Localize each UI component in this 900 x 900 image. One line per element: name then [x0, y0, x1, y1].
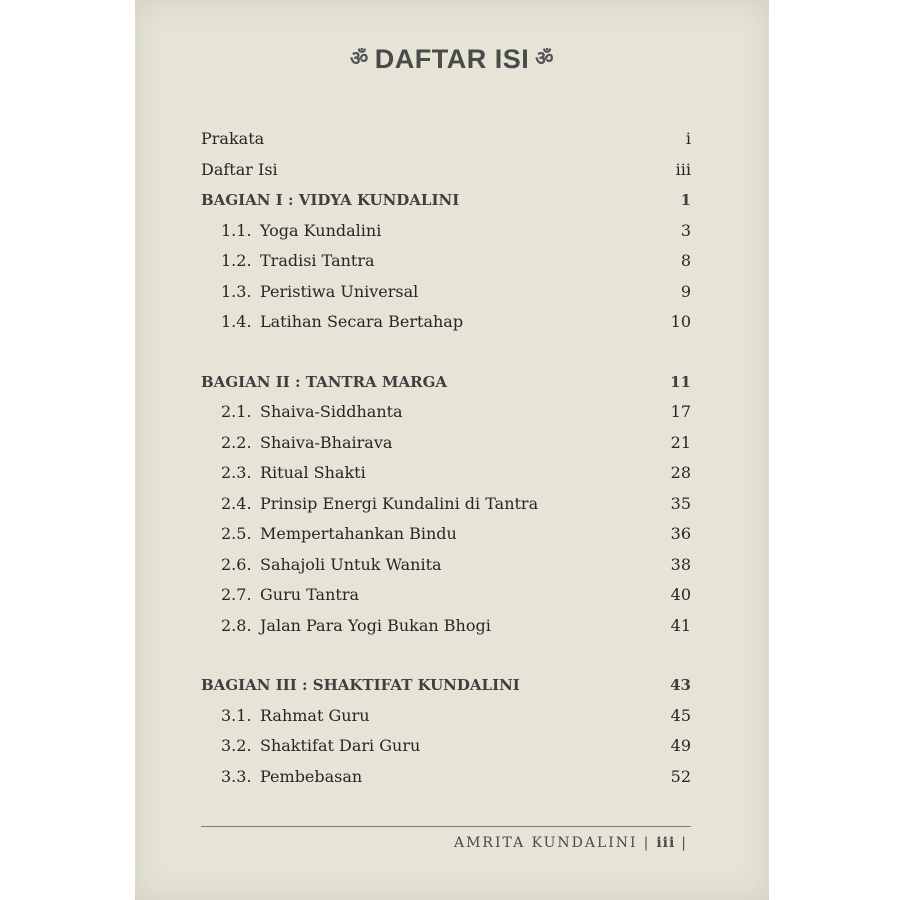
toc-entry[interactable]	[201, 428, 691, 459]
toc-entry-page: 38	[670, 554, 691, 574]
toc-entry-label: Prinsip Energi Kundalini di Tantra	[260, 493, 539, 513]
toc-entry-label: Ritual Shakti	[260, 463, 366, 482]
section-spacer	[201, 338, 691, 367]
toc-entry-page: 9	[680, 281, 691, 301]
section-heading-label: BAGIAN II : TANTRA MARGA	[201, 372, 448, 391]
toc-entry[interactable]	[201, 124, 691, 155]
toc-entry-page: 35	[670, 493, 691, 513]
footer-rule	[201, 826, 691, 827]
toc-entry-number: 1.1.	[221, 220, 252, 240]
footer-separator: |	[643, 835, 651, 851]
toc-entry-page: 41	[670, 615, 691, 635]
ornament-icon: ॐ	[535, 48, 554, 70]
section-heading-label: BAGIAN I : VIDYA KUNDALINI	[201, 191, 460, 209]
toc-entry-number: 2.1.	[221, 402, 252, 421]
toc-entry-label: Shaktifat Dari Guru	[260, 736, 421, 755]
toc-entry-page: 3	[680, 220, 691, 240]
toc-entry[interactable]	[201, 216, 691, 247]
toc-entry-number: 2.2.	[221, 432, 252, 452]
toc-entry-page: 11	[670, 372, 691, 391]
toc-entry-label: Tradisi Tantra	[260, 251, 375, 270]
page-footer	[454, 835, 694, 851]
toc-entry[interactable]	[201, 611, 691, 642]
toc-entry-label: Rahmat Guru	[260, 705, 370, 725]
toc-entry[interactable]	[201, 701, 691, 732]
toc-entry-number: 3.3.	[221, 766, 252, 786]
toc-entry-page: 43	[670, 676, 691, 694]
toc-section-heading[interactable]	[201, 367, 691, 398]
toc-entry[interactable]	[201, 397, 691, 428]
toc-entry-page: 45	[670, 705, 691, 725]
toc-entry[interactable]	[201, 550, 691, 581]
toc-entry-label: Guru Tantra	[260, 585, 360, 604]
toc-entry-label: Yoga Kundalini	[260, 220, 382, 240]
toc-entry-number: 1.4.	[221, 312, 252, 331]
toc-entry-label: Mempertahankan Bindu	[260, 524, 457, 543]
toc-entry-page: 17	[670, 402, 691, 421]
toc-entry[interactable]	[201, 762, 691, 793]
toc-entry-label: Shaiva-Bhairava	[260, 432, 393, 452]
toc-entry-number: 2.5.	[221, 524, 252, 543]
toc-entry[interactable]	[201, 458, 691, 489]
toc-section-heading[interactable]	[201, 185, 691, 216]
toc-entry-page: 10	[670, 312, 691, 331]
toc-entry-page: 36	[670, 524, 691, 543]
toc-entry[interactable]	[201, 155, 691, 186]
toc-entry-number: 2.3.	[221, 463, 252, 482]
footer-separator: |	[681, 835, 688, 851]
toc-entry-page: 1	[680, 191, 691, 209]
toc-entry-page: 21	[670, 432, 691, 452]
toc-entry-page: 8	[680, 251, 691, 270]
toc-entry-page: 49	[670, 736, 691, 755]
toc-entry-page: 52	[670, 766, 691, 786]
toc-entry-number: 2.6.	[221, 554, 252, 574]
toc-entry-label: Prakata	[201, 129, 265, 148]
page-title-block	[135, 44, 769, 75]
toc-entry-number: 1.3.	[221, 281, 252, 301]
toc-entry-label: Latihan Secara Bertahap	[260, 312, 464, 331]
toc-entry-label: Daftar Isi	[201, 159, 278, 179]
toc-entry[interactable]	[201, 489, 691, 520]
footer-book-title: AMRITA KUNDALINI	[453, 835, 638, 851]
page-title: DAFTAR ISI	[374, 44, 530, 74]
toc-entry[interactable]	[201, 731, 691, 762]
toc-entry-number: 2.4.	[221, 493, 252, 513]
toc-entry-number: 1.2.	[221, 251, 252, 270]
toc-entry-label: Shaiva-Siddhanta	[260, 402, 403, 421]
toc-entry-number: 2.8.	[221, 615, 252, 635]
toc-entry-page: i	[685, 129, 691, 148]
section-spacer	[201, 641, 691, 670]
toc-entry-page: iii	[675, 159, 691, 179]
toc-entry[interactable]	[201, 519, 691, 550]
book-page	[135, 0, 769, 900]
toc-entry-page: 28	[670, 463, 691, 482]
footer-page-number: iii	[656, 835, 676, 851]
toc-entry-number: 3.2.	[221, 736, 252, 755]
toc-section-heading[interactable]	[201, 670, 691, 701]
toc-entry[interactable]	[201, 277, 691, 308]
toc-entry-number: 3.1.	[221, 705, 252, 725]
toc-entry-label: Sahajoli Untuk Wanita	[260, 554, 442, 574]
ornament-icon: ॐ	[350, 48, 369, 70]
toc-entry-label: Jalan Para Yogi Bukan Bhogi	[260, 615, 491, 635]
toc-entry-page: 40	[670, 585, 691, 604]
toc-entry[interactable]	[201, 246, 691, 277]
toc-entry[interactable]	[201, 307, 691, 338]
table-of-contents	[201, 124, 691, 792]
toc-entry-label: Pembebasan	[260, 766, 363, 786]
toc-entry[interactable]	[201, 580, 691, 611]
toc-entry-number: 2.7.	[221, 585, 252, 604]
toc-entry-label: Peristiwa Universal	[260, 281, 419, 301]
section-heading-label: BAGIAN III : SHAKTIFAT KUNDALINI	[201, 676, 520, 694]
